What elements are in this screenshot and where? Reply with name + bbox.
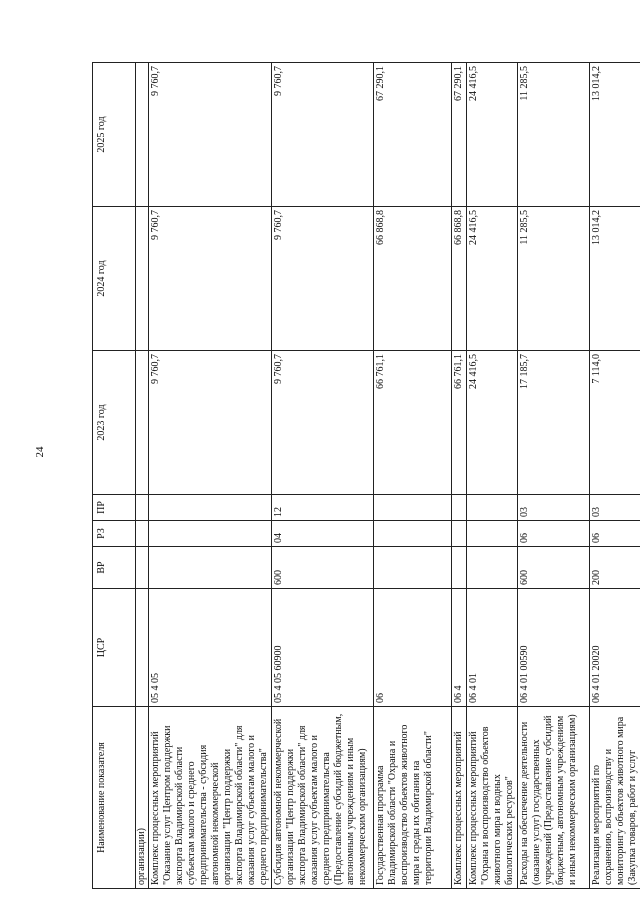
table-cell: 06 4 01 00590	[518, 589, 590, 707]
row-name-cell: Государственная программа Владимирской области "Охрана и воспроизводство объектов животного мира и среды их обитания на территории Владимирской области"	[374, 707, 452, 889]
header-pr: ПР	[93, 495, 136, 521]
table-cell: 66 868,8	[374, 207, 452, 351]
table-cell: 66 761,1	[452, 351, 467, 495]
table-cell: 9 760,7	[272, 351, 374, 495]
table-cell: 06	[590, 521, 640, 547]
table-cell	[136, 589, 149, 707]
table-row	[149, 63, 272, 889]
header-2025: 2025 год	[93, 63, 136, 207]
table-cell	[467, 495, 518, 521]
table-cell: 600	[272, 547, 374, 589]
table-cell: 12	[272, 495, 374, 521]
table-row	[467, 63, 518, 889]
row-name-cell: Комплекс процессных мероприятий "Охрана и воспроизводство объектов животного мира и водных биологических ресурсов"	[467, 707, 518, 889]
table-cell	[136, 521, 149, 547]
table-cell: 200	[590, 547, 640, 589]
row-name-cell: Комплекс процессных мероприятий "Оказание услуг Центром поддержки экспорта Владимирской области субъектам малого и среднего предпринимательства - субсидия автономной некоммерческой организации "Центр поддержки экспорта Владимирской области" для оказания услуг субъектам малого и среднего предпринимательства"	[149, 707, 272, 889]
table-cell: 9 760,7	[149, 63, 272, 207]
table-cell: 05 4 05	[149, 589, 272, 707]
table-row	[518, 63, 590, 889]
table-cell	[149, 547, 272, 589]
row-name-cell: организации)	[136, 707, 149, 889]
table-cell: 9 760,7	[272, 63, 374, 207]
table-cell	[136, 351, 149, 495]
table-cell: 06 4	[452, 589, 467, 707]
table-cell	[374, 547, 452, 589]
table-cell: 67 290,1	[374, 63, 452, 207]
table-row	[272, 63, 374, 889]
rotated-page	[92, 63, 638, 889]
table-cell	[452, 495, 467, 521]
row-name-cell: Расходы на обеспечение деятельности (оказание услуг) государственных учреждений (Предоставление субсидий бюджетным, автономным учреждениям и иным некоммерческим организациям)	[518, 707, 590, 889]
table-cell: 7 114,0	[590, 351, 640, 495]
table-cell	[374, 495, 452, 521]
table-cell: 24 416,5	[467, 351, 518, 495]
table-cell: 66 761,1	[374, 351, 452, 495]
table-cell: 05 4 05 60900	[272, 589, 374, 707]
table-row	[452, 63, 467, 889]
table-cell	[149, 521, 272, 547]
table-cell: 9 760,7	[272, 207, 374, 351]
table-cell	[452, 521, 467, 547]
table-cell: 04	[272, 521, 374, 547]
table-cell	[467, 547, 518, 589]
table-cell	[374, 521, 452, 547]
table-cell: 03	[590, 495, 640, 521]
row-name-cell: Реализация мероприятий по сохранению, воспроизводству и мониторингу объектов животного мира (Закупка товаров, работ и услуг	[590, 707, 640, 889]
header-row	[93, 63, 136, 889]
table-cell	[149, 495, 272, 521]
header-vr: ВР	[93, 547, 136, 589]
table-cell: 9 760,7	[149, 351, 272, 495]
header-name: Наименование показателя	[93, 707, 136, 889]
table-cell: 24 416,5	[467, 63, 518, 207]
table-cell: 24 416,5	[467, 207, 518, 351]
table-cell: 67 290,1	[452, 63, 467, 207]
row-name-cell: Субсидия автономной некоммерческой организации "Центр поддержки экспорта Владимирской области" для оказания услуг субъектам малого и среднего предпринимательства (Предоставление субсидий бюджетным, автономным учреждениям и иным некоммерческим организациям)	[272, 707, 374, 889]
row-name-cell: Комплекс процессных мероприятий	[452, 707, 467, 889]
table-cell: 13 014,2	[590, 207, 640, 351]
table-cell: 17 185,7	[518, 351, 590, 495]
table-cell	[467, 521, 518, 547]
table-cell	[136, 495, 149, 521]
table-cell: 66 868,8	[452, 207, 467, 351]
table-cell	[136, 207, 149, 351]
table-cell: 03	[518, 495, 590, 521]
header-csr: ЦСР	[93, 589, 136, 707]
table-row	[136, 63, 149, 889]
budget-table	[92, 62, 640, 889]
table-cell: 06	[518, 521, 590, 547]
table-cell: 11 285,5	[518, 207, 590, 351]
header-2023: 2023 год	[93, 351, 136, 495]
table-cell	[136, 547, 149, 589]
table-cell: 9 760,7	[149, 207, 272, 351]
table-row	[590, 63, 640, 889]
table-cell: 06	[374, 589, 452, 707]
table-cell: 13 014,2	[590, 63, 640, 207]
header-rz: РЗ	[93, 521, 136, 547]
table-cell	[452, 547, 467, 589]
table-cell: 06 4 01 20020	[590, 589, 640, 707]
table-row	[374, 63, 452, 889]
page-number: 24	[34, 446, 46, 458]
table-cell: 600	[518, 547, 590, 589]
table-cell: 06 4 01	[467, 589, 518, 707]
table-cell: 11 285,5	[518, 63, 590, 207]
table-cell	[136, 63, 149, 207]
header-2024: 2024 год	[93, 207, 136, 351]
